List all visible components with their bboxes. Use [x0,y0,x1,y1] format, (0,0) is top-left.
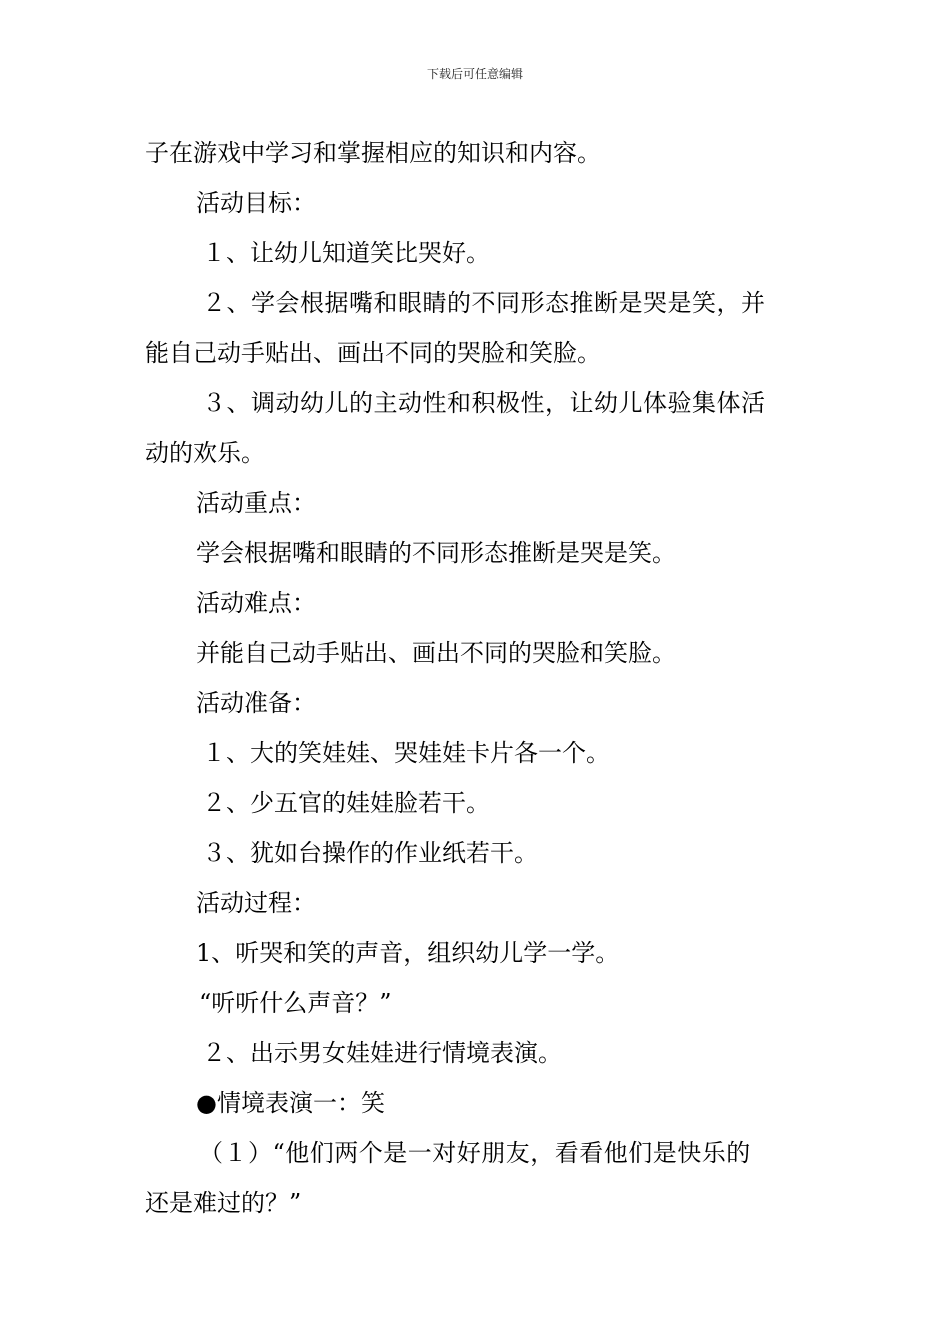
list-item-prep-3: ３、犹如台操作的作业纸若干。 [202,839,538,867]
paragraph-line: 能自己动手贴出、画出不同的哭脸和笑脸。 [145,339,601,367]
bullet-item-scene-1: ●情境表演一：笑 [196,1089,385,1117]
paragraph-line: 还是难过的？” [145,1189,302,1217]
list-item-goal-3: ３、调动幼儿的主动性和积极性，让幼儿体验集体活 [202,389,766,417]
list-item-prep-2: ２、少五官的娃娃脸若干。 [202,789,490,817]
section-heading-activity-goals: 活动目标： [196,189,316,217]
list-item-process-2: ２、出示男女娃娃进行情境表演。 [202,1039,562,1067]
document-body [145,128,810,1228]
page-header: 下载后可任意编辑 [426,67,523,81]
section-heading-key-points: 活动重点： [196,489,316,517]
quote-line: “听听什么声音？” [199,989,392,1017]
paragraph-line: 动的欢乐。 [145,439,265,467]
list-item-prep-1: １、大的笑娃娃、哭娃娃卡片各一个。 [202,739,610,767]
section-heading-preparation: 活动准备： [196,689,316,717]
paragraph-line: 子在游戏中学习和掌握相应的知识和内容。 [145,139,601,167]
paragraph-line: 并能自己动手贴出、画出不同的哭脸和笑脸。 [196,639,676,667]
list-item-sub-1: （１）“他们两个是一对好朋友，看看他们是快乐的 [199,1139,751,1167]
paragraph-line: 学会根据嘴和眼睛的不同形态推断是哭是笑。 [196,539,676,567]
list-item-goal-1: １、让幼儿知道笑比哭好。 [202,239,490,267]
list-item-process-1: 1、听哭和笑的声音，组织幼儿学一学。 [196,939,620,967]
section-heading-difficulties: 活动难点： [196,589,316,617]
section-heading-process: 活动过程： [196,889,316,917]
list-item-goal-2: ２、学会根据嘴和眼睛的不同形态推断是哭是笑，并 [202,289,766,317]
